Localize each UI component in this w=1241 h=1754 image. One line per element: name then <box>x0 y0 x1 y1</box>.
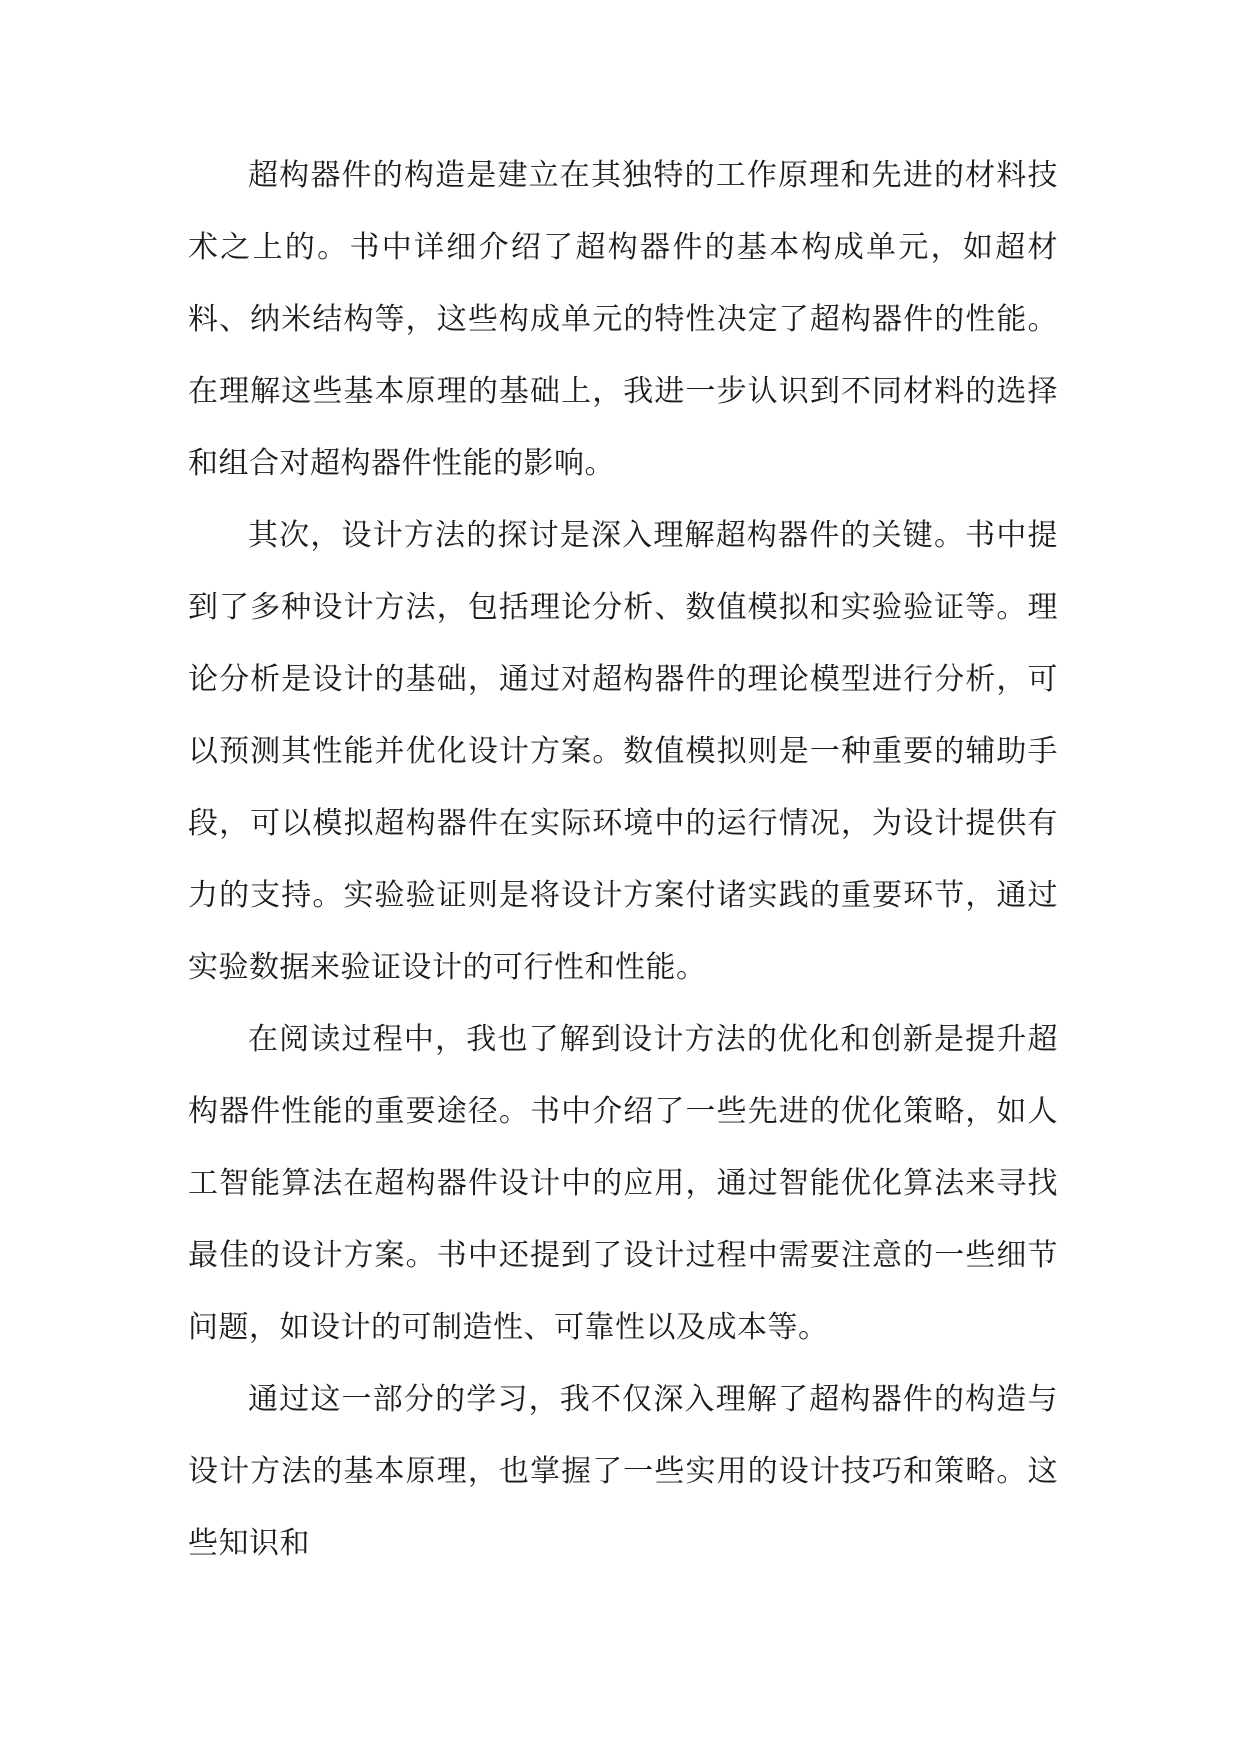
paragraph-4: 通过这一部分的学习，我不仅深入理解了超构器件的构造与设计方法的基本原理，也掌握了一些实用的设计技巧和策略。这些知识和 <box>188 1382 1058 1561</box>
document-body <box>188 140 1058 1580</box>
paragraph-1: 超构器件的构造是建立在其独特的工作原理和先进的材料技术之上的。书中详细介绍了超构器件的基本构成单元，如超材料、纳米结构等，这些构成单元的特性决定了超构器件的性能。在理解这些基本原理的基础上，我进一步认识到不同材料的选择和组合对超构器件性能的影响。 <box>188 158 1058 481</box>
paragraph-3: 在阅读过程中，我也了解到设计方法的优化和创新是提升超构器件性能的重要途径。书中介绍了一些先进的优化策略，如人工智能算法在超构器件设计中的应用，通过智能优化算法来寻找最佳的设计方案。书中还提到了设计过程中需要注意的一些细节问题，如设计的可制造性、可靠性以及成本等。 <box>188 1022 1058 1345</box>
paragraph-2: 其次，设计方法的探讨是深入理解超构器件的关键。书中提到了多种设计方法，包括理论分析、数值模拟和实验验证等。理论分析是设计的基础，通过对超构器件的理论模型进行分析，可以预测其性能并优化设计方案。数值模拟则是一种重要的辅助手段，可以模拟超构器件在实际环境中的运行情况，为设计提供有力的支持。实验验证则是将设计方案付诸实践的重要环节，通过实验数据来验证设计的可行性和性能。 <box>188 518 1058 985</box>
